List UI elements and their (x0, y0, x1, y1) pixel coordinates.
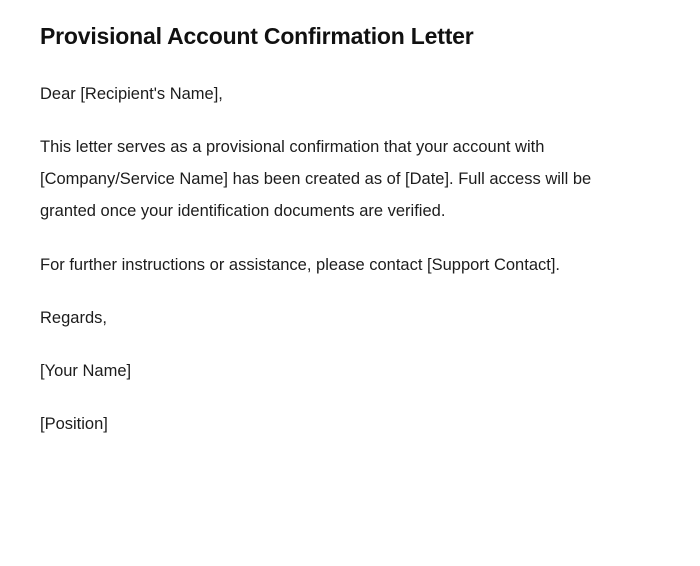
signature-name: [Your Name] (40, 361, 132, 380)
salutation-paragraph: Dear [Recipient's Name], (40, 84, 223, 103)
body-paragraph-main: This letter serves as a provisional confirmation that your account with [Company/Service Name] has been created as of [Date]. Full access will be granted once your identification documents are verified. (40, 138, 592, 221)
signature-position: [Position] (40, 415, 108, 434)
body-paragraph-contact: For further instructions or assistance, please contact [Support Contact]. (40, 255, 560, 274)
page-title: Provisional Account Confirmation Letter (40, 23, 474, 49)
closing-paragraph: Regards, (40, 308, 107, 327)
